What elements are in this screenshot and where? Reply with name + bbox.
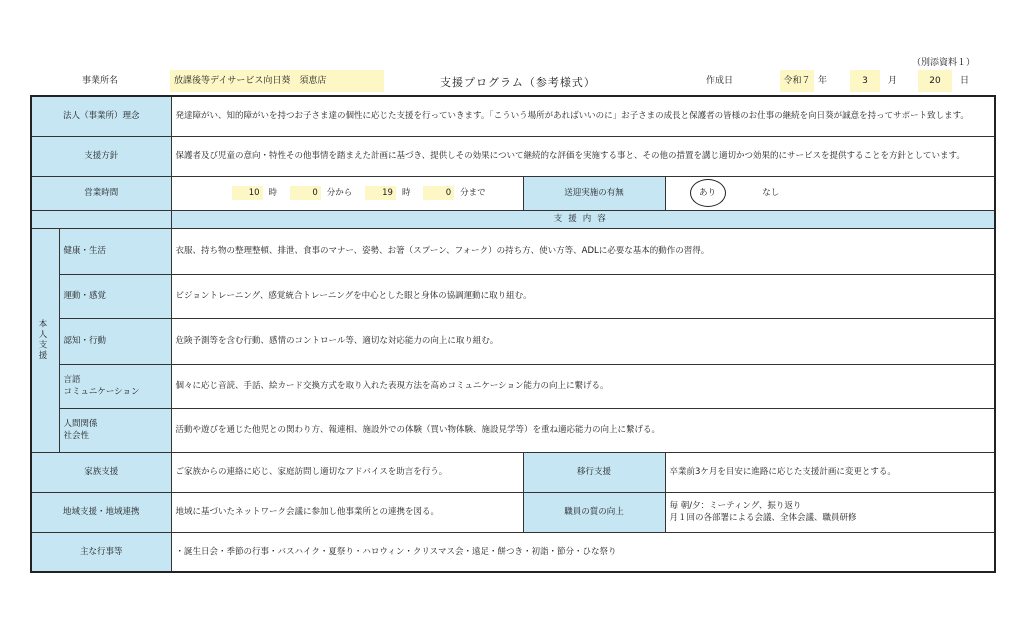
day-unit: 日 [960,76,970,86]
community-text: 地域に基づいたネットワーク会議に参加し他事業所との連携を図る。 [171,492,523,532]
self-support-label: 本人支援 [37,319,47,361]
area-motor-text: ビジョントレーニング、感覚統合トレーニングを中心とした眼と身体の協調運動に取り組む。 [171,274,995,318]
transition-text: 卒業前3ケ月を目安に進路に応じた支援計画に変更とする。 [665,452,995,492]
start-hour: 10 [232,186,263,200]
philosophy-label: 法人（事業所）理念 [31,96,171,136]
end-minute: 0 [423,186,454,200]
created-month: 3 [850,70,880,92]
self-support-label-cell [31,228,59,452]
area-health-label: 健康・生活 [59,228,171,274]
philosophy-text: 発達障がい、知的障がいを持つお子さま達の個性に応じた支援を行っていきます。「こういう場所があればいいのに」お子さまの成長と保護者の皆様のお仕事の継続を向日葵が誠意を持ってサポート致します。 [171,96,995,136]
policy-text: 保護者及び児童の意向・特性その他事情を踏まえた計画に基づき、提供しその効果について継続的な評価を実施する事と、その他の措置を講じ適切かつ効果的にサービスを提供することを方針としています。 [171,136,995,176]
staff-quality-line-2: 月１回の各部署による会議、全体会議、職員研修 [669,513,857,523]
year-unit: 年 [818,76,828,86]
to-unit: 分まで [460,188,486,198]
created-era: 令和７ [780,70,814,92]
created-label: 作成日 [706,76,734,86]
area-language-label-1: 言語 [63,375,81,385]
content-header: 支援内容 [171,210,995,228]
from-unit: 分から [326,188,353,198]
hours-label: 営業時間 [31,176,171,210]
transport-label: 送迎実施の有無 [523,176,665,210]
support-program-table [30,95,996,573]
hour-unit: 時 [268,188,278,198]
area-cognition-text: 危険予測等を含む行動、感情のコントロール等、適切な対応能力の向上に取り組む。 [171,318,995,364]
area-language-text: 個々に応じ音読、手話、絵カード交換方式を取り入れた表現方法を高めコミュニケーション能力の向上に繋げる。 [171,364,995,408]
office-name: 放課後等デイサービス向日葵 須恵店 [170,70,384,92]
area-motor-label: 運動・感覚 [59,274,171,318]
page-title: 支援プログラム（参考様式） [440,76,596,89]
month-unit: 月 [888,76,898,86]
area-social-label-2: 社会性 [63,431,90,441]
events-text: ・誕生日会・季節の行事・バスハイク・夏祭り・ハロウィン・クリスマス会・遠足・餅つき・初詣・節分・ひな祭り [171,532,995,572]
policy-label: 支援方針 [31,136,171,176]
hour-unit-2: 時 [401,188,411,198]
area-social-label-1: 人間関係 [63,419,98,429]
area-cognition-label: 認知・行動 [59,318,171,364]
hours-values [171,176,523,210]
transport-options [665,176,995,210]
area-language-label-2: コミュニケーション [63,387,140,397]
community-label: 地域支援・地域連携 [31,492,171,532]
staff-quality-line-1: 毎 朝/夕：ミーティング、振り返り [669,501,802,511]
transport-no: なし [762,188,780,198]
doc-note: （別添資料１） [912,58,976,68]
transition-label: 移行支援 [523,452,665,492]
transport-yes-circled: あり [690,179,726,207]
created-day: 20 [918,70,952,92]
events-label: 主な行事等 [31,532,171,572]
office-label: 事業所名 [82,76,119,86]
staff-quality-label: 職員の質の向上 [523,492,665,532]
content-header-spacer [31,210,171,228]
staff-quality-text [665,492,995,532]
area-social-label [59,408,171,452]
family-label: 家族支援 [31,452,171,492]
family-text: ご家族からの連絡に応じ、家庭訪問し適切なアドバイスを助言を行う。 [171,452,523,492]
area-language-label [59,364,171,408]
area-social-text: 活動や遊びを通じた他児との関わり方、報連相、施設外での体験（買い物体験、施設見学等）を重ね適応能力の向上に繋げる。 [171,408,995,452]
area-health-text: 衣服、持ち物の整理整頓、排泄、食事のマナー、姿勢、お箸（スプーン、フォーク）の持ち方、使い方等、ADLに必要な基本的動作の習得。 [171,228,995,274]
start-minute: 0 [290,186,321,200]
end-hour: 19 [365,186,396,200]
